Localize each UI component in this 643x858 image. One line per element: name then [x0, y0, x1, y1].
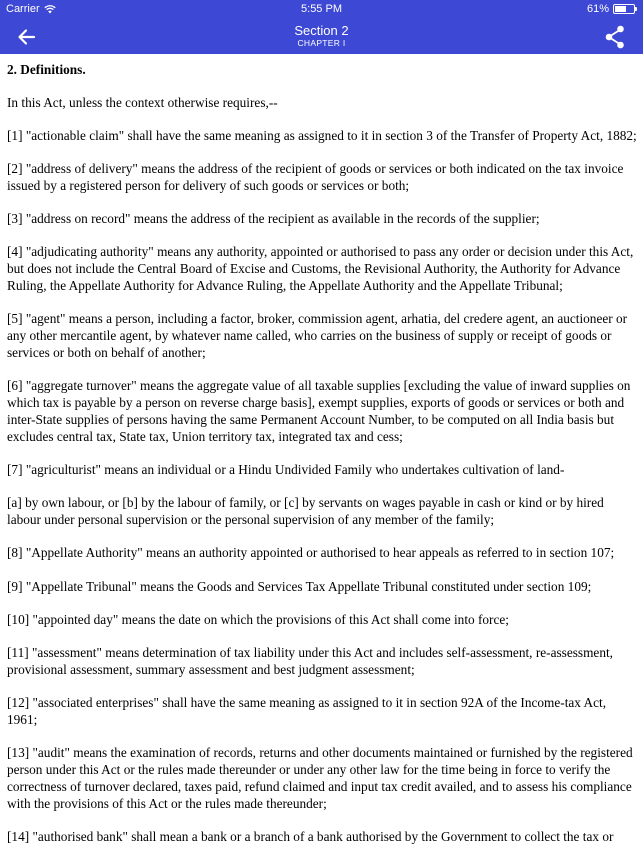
definition-9: [9] "Appellate Tribunal" means the Goods and Services Tax Appellate Tribunal constituted under section 109;	[7, 578, 592, 594]
definition-5: [5] "agent" means a person, including a factor, broker, commission agent, arhatia, del credere agent, an auctioneer or any other mercantile agent, by whatever name called, who carries on the business of supply or receipt of goods or services or both on behalf of another;	[7, 311, 628, 360]
definition-7-clauses: [a] by own labour, or [b] by the labour of family, or [c] by servants on wages payable in cash or kind or by hired labour under personal supervision or the personal supervision of any member of the family;	[7, 495, 604, 528]
definition-11: [11] "assessment" means determination of tax liability under this Act and includes self-assessment, re-assessment, provisional assessment, summary assessment and best judgment assessment;	[7, 645, 613, 678]
nav-titles	[0, 23, 643, 49]
section-content	[7, 54, 637, 858]
definition-8: [8] "Appellate Authority" means an authority appointed or authorised to hear appeals as referred to in section 107;	[7, 545, 615, 561]
battery-icon	[613, 4, 635, 14]
definition-10: [10] "appointed day" means the date on which the provisions of this Act shall come into force;	[7, 611, 509, 627]
battery-percent: 61%	[586, 3, 609, 15]
definition-3: [3] "address on record" means the address of the recipient as available in the records of the supplier;	[7, 211, 540, 227]
definition-7: [7] "agriculturist" means an individual or a Hindu Undivided Family who undertakes cultivation of land-	[7, 461, 565, 477]
battery-indicator	[587, 3, 635, 15]
share-button[interactable]	[603, 24, 627, 50]
battery-fill	[615, 6, 626, 12]
status-time: 5:55 PM	[301, 3, 342, 15]
definition-2: [2] "address of delivery" means the address of the recipient of goods or services or both indicated on the tax invoice issued by a registered person for delivery of such goods or services or both;	[7, 161, 624, 193]
definition-13: [13] "audit" means the examination of records, returns and other documents maintained or furnished by the registered person under this Act or the rules made thereunder or under any other law for the time being in force to verify the correctness of turnover declared, taxes paid, refund claimed and input tax credit availed, and to assess his compliance with the provisions of this Act or the rules made thereunder;	[7, 745, 633, 811]
definition-6: [6] "aggregate turnover" means the aggregate value of all taxable supplies [excluding the value of inward supplies on which tax is payable by a person on reverse charge basis], exempt supplies, exports of goods or services or both and inter-State supplies of persons having the same Permanent Account Number, to be computed on all India basis but excludes central tax, State tax, Union territory tax, integrated tax and cess;	[7, 378, 631, 444]
definition-1: [1] "actionable claim" shall have the same meaning as assigned to it in section 3 of the Transfer of Property Act, 1882;	[7, 127, 637, 143]
paragraph: In this Act, unless the context otherwise requires,--	[7, 94, 278, 110]
definition-4: [4] "adjudicating authority" means any authority, appointed or authorised to pass any order or decision under this Act, but does not include the Central Board of Excise and Customs, the Revisional Authority, the Authority for Advance Ruling, the Appellate Authority for Advance Ruling, the Appellate Authority and the Appellate Tribunal;	[7, 244, 634, 294]
page-subtitle: CHAPTER I	[297, 38, 346, 48]
section-heading: 2. Definitions.	[7, 62, 86, 77]
page-title: Section 2	[294, 23, 349, 38]
definition-12: [12] "associated enterprises" shall have the same meaning as assigned to it in section 92A of the Income-tax Act, 1961;	[7, 695, 607, 728]
status-bar	[0, 0, 643, 20]
navigation-bar	[0, 20, 643, 54]
carrier-label: Carrier	[6, 3, 40, 15]
definition-14: [14] "authorised bank" shall mean a bank or a branch of a bank authorised by the Government to collect the tax or	[7, 829, 614, 845]
share-icon	[603, 24, 627, 50]
